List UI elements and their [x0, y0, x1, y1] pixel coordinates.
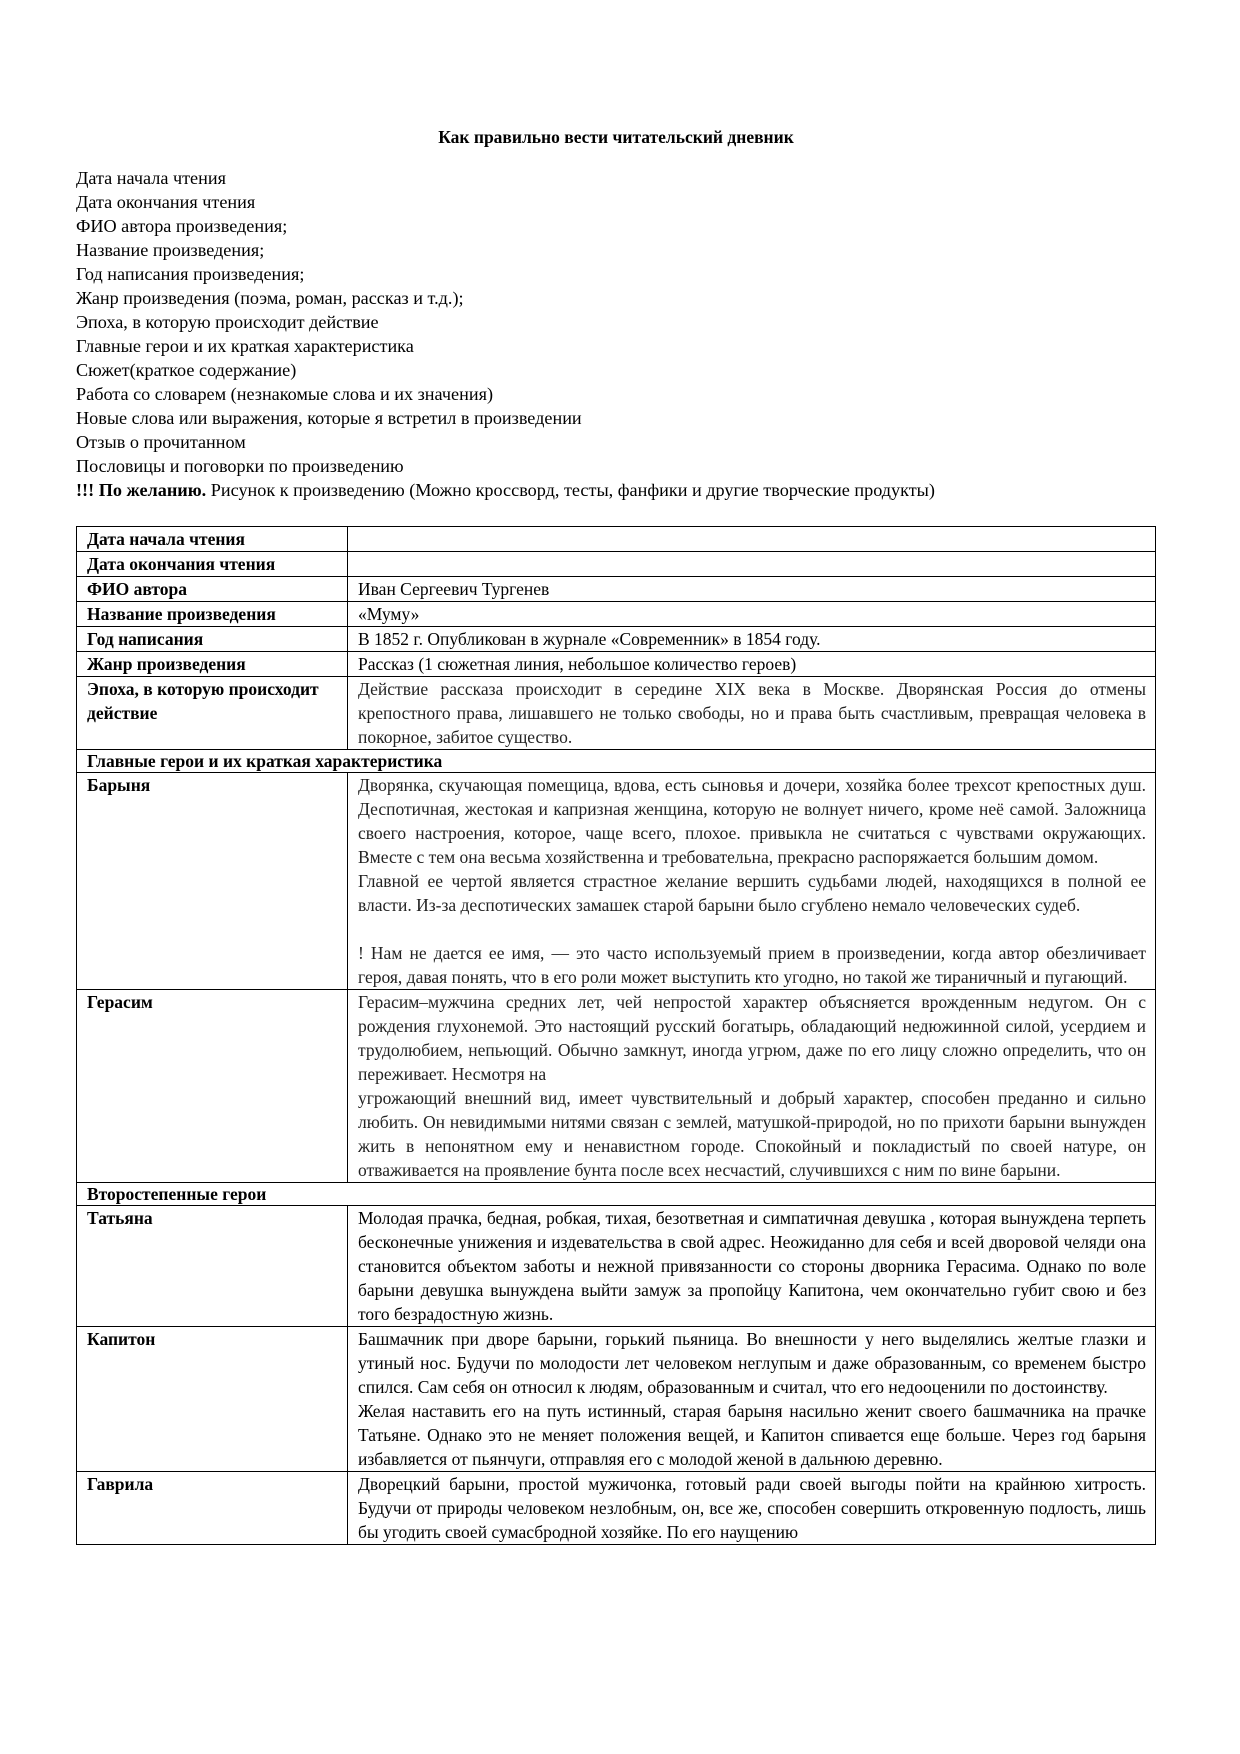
field-item: Сюжет(краткое содержание): [76, 360, 297, 380]
field-item: Главные герои и их краткая характеристика: [76, 336, 414, 356]
field-item: Новые слова или выражения, которые я встретил в произведении: [76, 408, 582, 428]
field-list: [76, 166, 1156, 502]
section-row: [77, 1183, 1156, 1206]
optional-item: [76, 478, 1156, 502]
field-item: Жанр произведения (поэма, роман, рассказ и т.д.);: [76, 288, 464, 308]
hero-description: [348, 1472, 1156, 1545]
row-label: Дата окончания чтения: [77, 552, 348, 577]
optional-marker: !!! По желанию.: [76, 480, 207, 500]
row-value: Действие рассказа происходит в середине XIX века в Москве. Дворянская Россия до отмены крепостного права, лишавшего не только свободы, но и права быть счастливым, превращая человека в покорное, забитое существо.: [348, 677, 1156, 750]
document-title: Как правильно вести читательский дневник: [438, 127, 794, 147]
hero-name: Герасим: [77, 990, 348, 1183]
row-value-empty: [348, 527, 1156, 552]
paragraph: Главной ее чертой является страстное желание вершить судьбами людей, находящихся в полной ее власти. Из-за деспотических замашек старой барыни было сгублено немало человеческих судеб.: [358, 871, 1146, 915]
diary-table: [76, 526, 1156, 1545]
row-label: Дата начала чтения: [77, 527, 348, 552]
row-value-empty: [348, 552, 1156, 577]
paragraph: ! Нам не дается ее имя, — это часто используемый прием в произведении, когда автор обезличивает героя, давая понять, что в его роли может выступить кто угодно, но такой же тираничный и пугающий.: [358, 943, 1146, 987]
hero-name: Гаврила: [77, 1472, 348, 1545]
row-label: Жанр произведения: [77, 652, 348, 677]
paragraph: Желая наставить его на путь истинный, старая барыня насильно женит своего башмачника на прачке Татьяне. Однако это не меняет положения вещей, и Капитон спивается еще больше. Через год барыня избавляется от пьянчуги, отправляя его с молодой женой в дальнюю деревню.: [358, 1401, 1146, 1469]
row-value: «Муму»: [348, 602, 1156, 627]
field-item: Эпоха, в которую происходит действие: [76, 312, 379, 332]
table-row: [77, 577, 1156, 602]
row-label: Год написания: [77, 627, 348, 652]
row-label: Название произведения: [77, 602, 348, 627]
table-row: [77, 627, 1156, 652]
hero-description: [348, 1206, 1156, 1327]
table-row: [77, 773, 1156, 990]
table-row: [77, 677, 1156, 750]
row-value: Рассказ (1 сюжетная линия, небольшое количество героев): [348, 652, 1156, 677]
field-item: Пословицы и поговорки по произведению: [76, 456, 404, 476]
field-item: Год написания произведения;: [76, 264, 305, 284]
optional-text: Рисунок к произведению (Можно кроссворд, тесты, фанфики и другие творческие продукты): [206, 480, 935, 500]
hero-description: [348, 990, 1156, 1183]
table-row: [77, 527, 1156, 552]
paragraph: Башмачник при дворе барыни, горький пьяница. Во внешности у него выделялись желтые глазки и утиный нос. Будучи по молодости лет человеком неглупым и даже образованным, со временем быстро спился. Сам себя он относил к людям, образованным и считал, что его недооценили по достоинству.: [358, 1329, 1146, 1397]
table-row: [77, 1206, 1156, 1327]
paragraph: Герасим–мужчина средних лет, чей непростой характер объясняется врожденным недугом. Он с рождения глухонемой. Это настоящий русский богатырь, обладающий недюжинной силой, усердием и трудолюбием, непьющий. Обычно замкнут, иногда угрюм, даже по его лицу сложно определить, что он переживает. Несмотря на: [358, 992, 1146, 1084]
blank-line: [358, 917, 1146, 941]
field-item: Дата окончания чтения: [76, 192, 256, 212]
row-value: Иван Сергеевич Тургенев: [348, 577, 1156, 602]
table-row: [77, 990, 1156, 1183]
row-label: ФИО автора: [77, 577, 348, 602]
field-item: Работа со словарем (незнакомые слова и их значения): [76, 384, 493, 404]
table-row: [77, 602, 1156, 627]
paragraph: Дворецкий барыни, простой мужичонка, готовый ради своей выгоды пойти на крайнюю хитрость. Будучи от природы человеком незлобным, он, все же, способен совершить откровенную подлость, лишь бы угодить своей сумасбродной хозяйке. По его наущению: [358, 1474, 1146, 1542]
field-item: ФИО автора произведения;: [76, 216, 288, 236]
paragraph: угрожающий внешний вид, имеет чувствительный и добрый характер, способен преданно и сильно любить. Он невидимыми нитями связан с землей, матушкой-природой, но по прихоти барыни вынужден жить в непонятном ему и ненавистном городе. Спокойный и покладистый по своей натуре, он отваживается на проявление бунта после всех несчастий, случившихся с ним по вине барыни.: [358, 1088, 1146, 1180]
hero-name: Капитон: [77, 1327, 348, 1472]
paragraph: Дворянка, скучающая помещица, вдова, есть сыновья и дочери, хозяйка более трехсот крепостных душ. Деспотичная, жестокая и капризная женщина, которую не волнует ничего, кроме неё самой. Заложница своего настроения, которое, чаще всего, плохое. привыкла не считаться с чувствами окружающих. Вместе с тем она весьма хозяйственна и требовательна, прекрасно распоряжается большим домом.: [358, 775, 1146, 867]
field-item: Отзыв о прочитанном: [76, 432, 246, 452]
table-row: [77, 1472, 1156, 1545]
field-item: Дата начала чтения: [76, 168, 226, 188]
row-label: Эпоха, в которую происходит действие: [77, 677, 348, 750]
hero-description: [348, 1327, 1156, 1472]
table-row: [77, 652, 1156, 677]
field-item: Название произведения;: [76, 240, 265, 260]
section-heading: Главные герои и их краткая характеристика: [77, 750, 1156, 773]
hero-description: [348, 773, 1156, 990]
paragraph: Молодая прачка, бедная, робкая, тихая, безответная и симпатичная девушка , которая вынуждена терпеть бесконечные унижения и издевательства в свой адрес. Неожиданно для себя и всей дворовой челяди она становится объектом заботы и нежной привязанности со стороны дворника Герасима. Однако по воле барыни девушка вынуждена выйти замуж за пропойцу Капитона, чем окончательно губит свою и без того безрадостную жизнь.: [358, 1208, 1146, 1324]
hero-name: Татьяна: [77, 1206, 348, 1327]
section-heading: Второстепенные герои: [77, 1183, 1156, 1206]
hero-name: Барыня: [77, 773, 348, 990]
row-value: В 1852 г. Опубликован в журнале «Современник» в 1854 году.: [348, 627, 1156, 652]
section-row: [77, 750, 1156, 773]
table-row: [77, 1327, 1156, 1472]
table-row: [77, 552, 1156, 577]
